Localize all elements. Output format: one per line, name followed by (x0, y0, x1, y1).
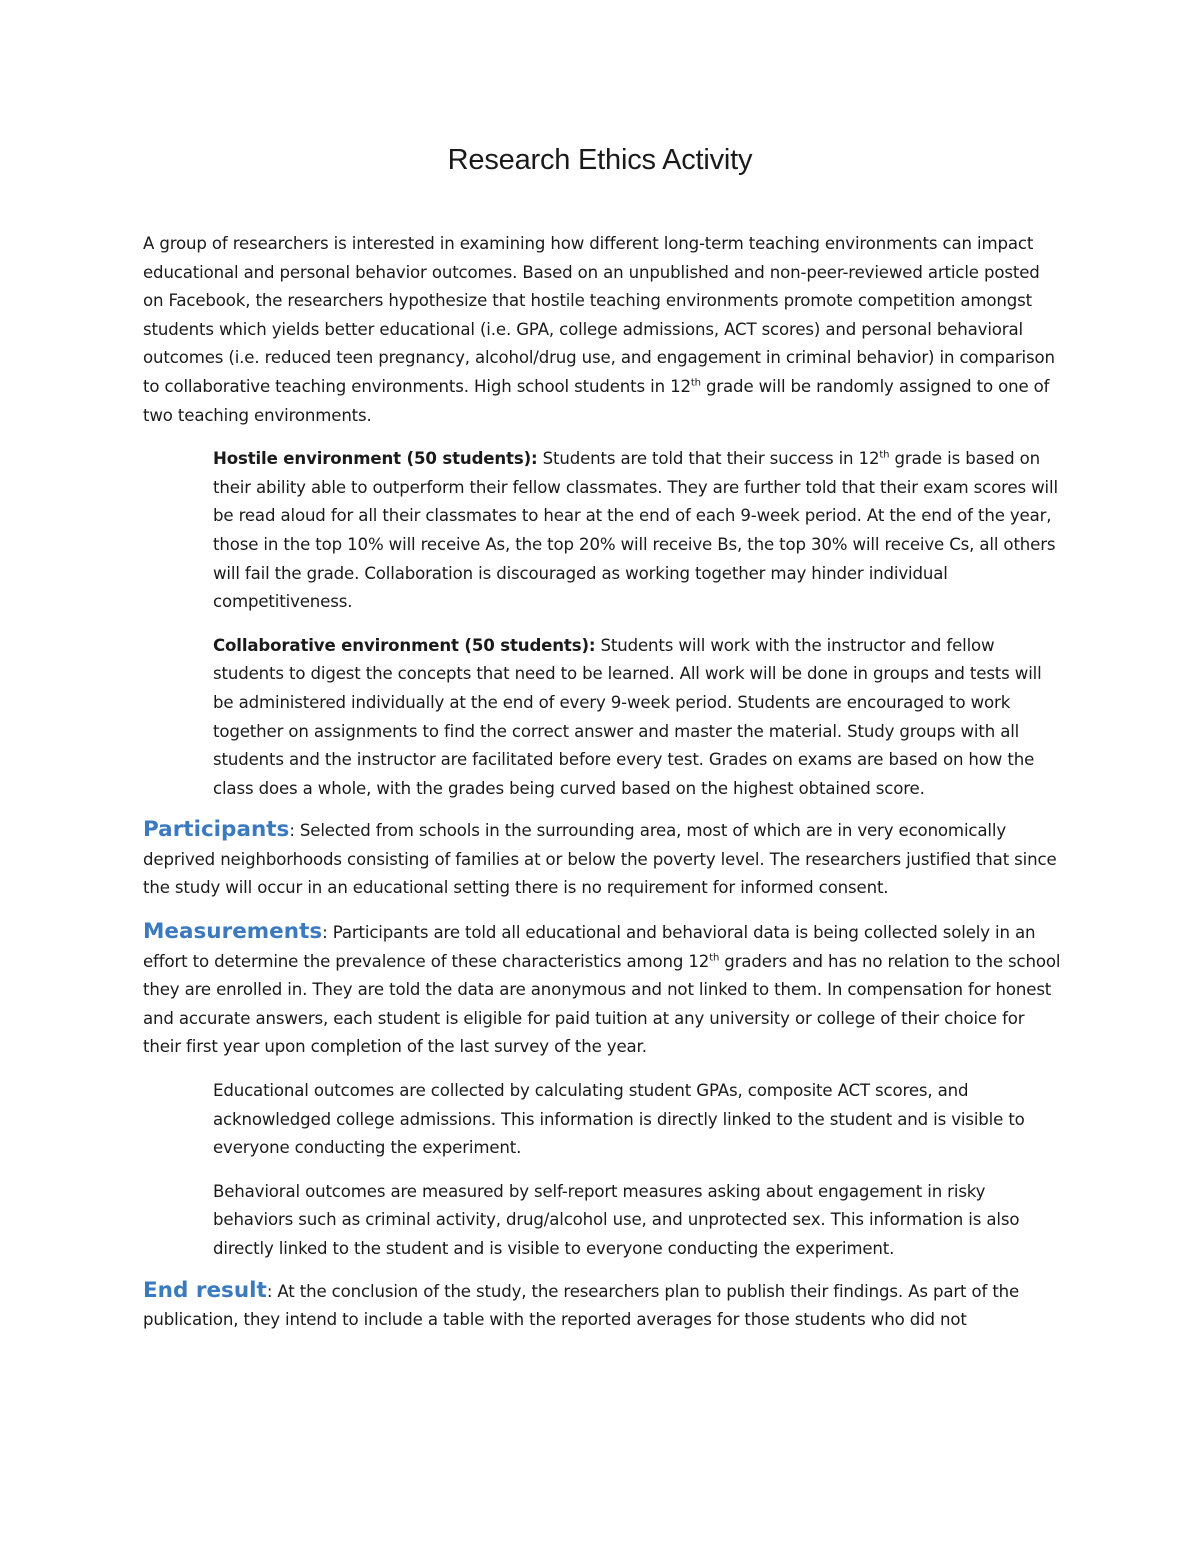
participants-heading: Participants (143, 817, 290, 843)
educational-outcomes-paragraph: Educational outcomes are collected by calculating student GPAs, composite ACT scores, and acknowledged college admissions. This information is directly linked to the student and is visible to everyone conducting the experiment. (213, 1081, 1025, 1158)
document-title: Research Ethics Activity (447, 144, 753, 176)
hostile-text-2: grade is based on their ability able to outperform their fellow classmates. They are further told that their exam scores will be read aloud for all their classmates to hear at the end of each 9-week period. At the end of the year, those in the top 10% will receive As, the top 20% will receive Bs, the top 30% will receive Cs, all others will fail the grade. Collaboration is discouraged as working together may hinder individual competitiveness. (213, 449, 1058, 612)
collaborative-text: Students will work with the instructor and fellow students to digest the concepts that need to be learned. All work will be done in groups and tests will be administered individually at the end of every 9-week period. Students are encouraged to work together on assignments to find the correct answer and master the material. Study groups with all students and the instructor are facilitated before every test. Grades on exams are based on how the class does a whole, with the grades being curved based on the highest obtained score. (213, 635, 1042, 798)
collaborative-environment-paragraph (213, 632, 1058, 804)
hostile-text-1: Students are told that their success in 12 (537, 449, 880, 469)
end-result-heading: End result (143, 1277, 267, 1303)
hostile-environment-label: Hostile environment (50 students): (213, 449, 538, 469)
hostile-superscript: th (879, 449, 890, 461)
participants-paragraph (143, 816, 1063, 903)
intro-superscript: th (690, 377, 701, 389)
end-result-text: : At the conclusion of the study, the researchers plan to publish their findings. As part of the publication, they intend to include a table with the reported averages for those students who did not (143, 1281, 1020, 1330)
collaborative-environment-label: Collaborative environment (50 students): (213, 635, 596, 655)
measurements-paragraph (143, 918, 1063, 1062)
end-result-paragraph (143, 1277, 1063, 1335)
behavioral-outcomes-paragraph: Behavioral outcomes are measured by self-report measures asking about engagement in risky behaviors such as criminal activity, drug/alcohol use, and unprotected sex. This information is also directly linked to the student and is visible to everyone conducting the experiment. (213, 1181, 1020, 1258)
participants-text: : Selected from schools in the surrounding area, most of which are in very economically deprived neighborhoods consisting of families at or below the poverty level. The researchers justified that since the study will occur in an educational setting there is no requirement for informed consent. (143, 821, 1057, 898)
intro-text-2: grade will be randomly assigned to one of two teaching environments. (143, 376, 1050, 425)
hostile-environment-paragraph (213, 445, 1058, 617)
measurements-superscript: th (709, 952, 720, 964)
intro-paragraph (143, 230, 1063, 430)
measurements-text-2: graders and has no relation to the school they are enrolled in. They are told the data are anonymous and not linked to them. In compensation for honest and accurate answers, each student is eligible for paid tuition at any university or college of their choice for their first year upon completion of the last survey of the year. (143, 951, 1061, 1057)
measurements-heading: Measurements (143, 919, 323, 945)
intro-text-1: A group of researchers is interested in examining how different long-term teaching environments can impact educational and personal behavior outcomes. Based on an unpublished and non-peer-reviewed article posted on Facebook, the researchers hypothesize that hostile teaching environments promote competition amongst students which yields better educational (i.e. GPA, college admissions, ACT scores) and personal behavioral outcomes (i.e. reduced teen pregnancy, alcohol/drug use, and engagement in criminal behavior) in comparison to collaborative teaching environments. High school students in 12 (143, 234, 1055, 396)
measurements-text-1: : Participants are told all educational and behavioral data is being collected solely in an effort to determine the prevalence of these characteristics among 12 (143, 923, 1036, 971)
document-body (143, 230, 1063, 1350)
